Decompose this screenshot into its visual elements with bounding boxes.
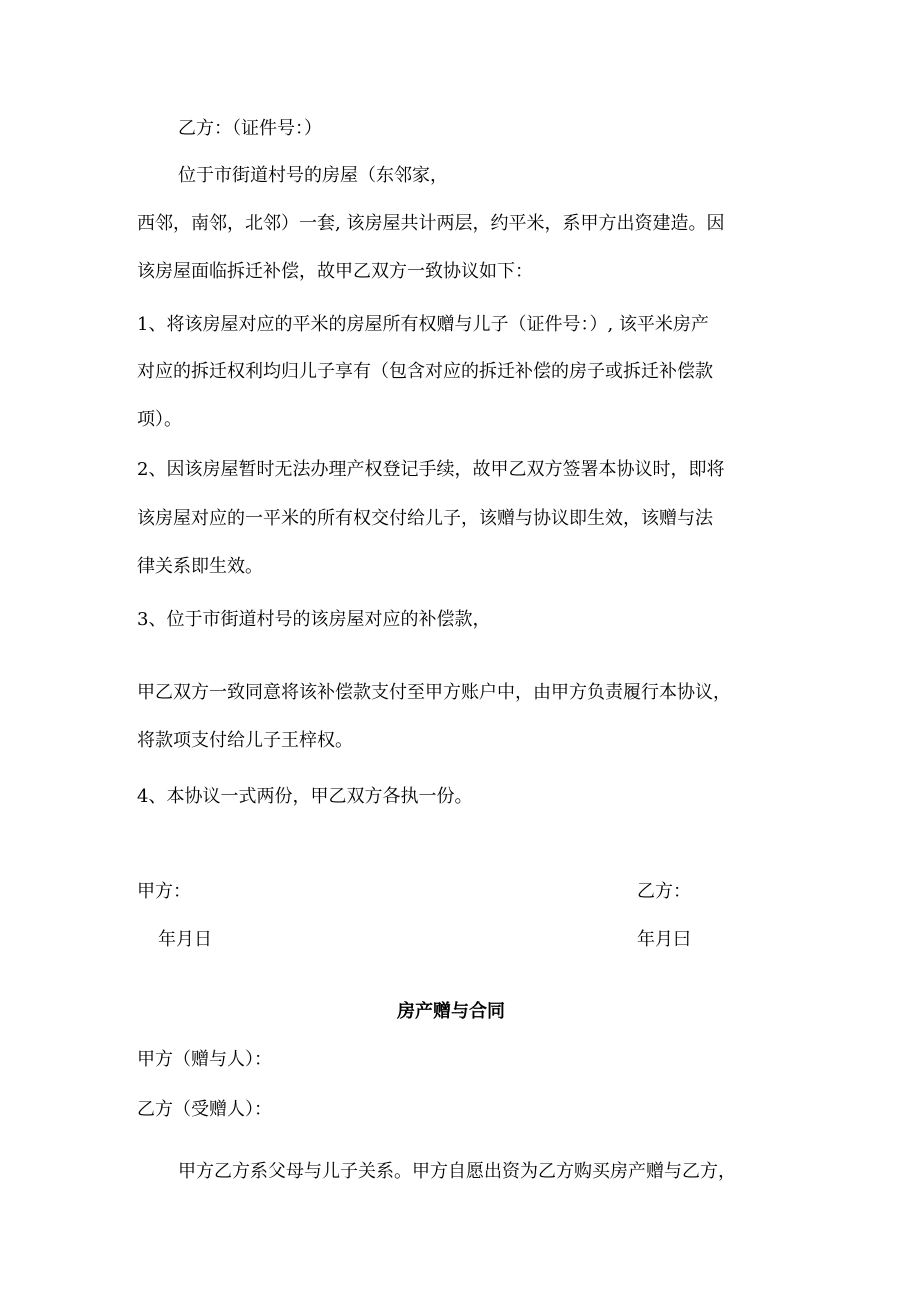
party-b-id-line: 乙方：（证件号：） [178,118,322,139]
signature-party-b: 乙方： [637,881,691,902]
clause-3-line-2: 甲乙双方一致同意将该补偿款支付至甲方账户中，由甲方负责履行本协议， [137,682,731,703]
house-location-line: 位于市街道村号的房屋（东邻家， [178,165,448,186]
clause-1-line-1: 1、将该房屋对应的平米的房屋所有权赠与儿子（证件号：）, 该平米房产 [137,314,709,335]
date-party-a: 年月日 [158,929,212,950]
clause-2-line-1: 2、因该房屋暂时无法办理产权登记手续，故甲乙双方签署本协议时，即将 [137,459,725,480]
contract-title: 房产赠与合同 [397,1001,505,1022]
clause-2-line-2: 该房屋对应的一平米的所有权交付给儿子，该赠与协议即生效，该赠与法 [137,508,713,529]
agreement-intro-line: 该房屋面临拆迁补偿，故甲乙双方一致协议如下： [137,261,533,282]
donor-party-line: 甲方（赠与人）： [137,1049,272,1070]
signature-party-a: 甲方： [137,881,191,902]
clause-4-line: 4、本协议一式两份，甲乙双方各执一份。 [137,786,473,807]
clause-3-line-3: 将款项支付给儿子王梓权。 [137,730,353,751]
house-description-line: 西邻，南邻，北邻）一套, 该房屋共计两层，约平米，系甲方出资建造。因 [137,213,725,234]
clause-1-line-3: 项）。 [137,409,182,430]
clause-1-line-2: 对应的拆迁权利均归儿子享有（包含对应的拆迁补偿的房子或拆迁补偿款 [137,361,713,382]
clause-3-line-1: 3、位于市街道村号的该房屋对应的补偿款， [137,609,491,630]
clause-2-line-3: 律关系即生效。 [137,556,263,577]
donee-party-line: 乙方（受赠人）： [137,1099,272,1120]
contract-intro-line: 甲方乙方系父母与儿子关系。甲方自愿出资为乙方购买房产赠与乙方， [178,1161,736,1182]
date-party-b: 年月曰 [637,929,691,950]
